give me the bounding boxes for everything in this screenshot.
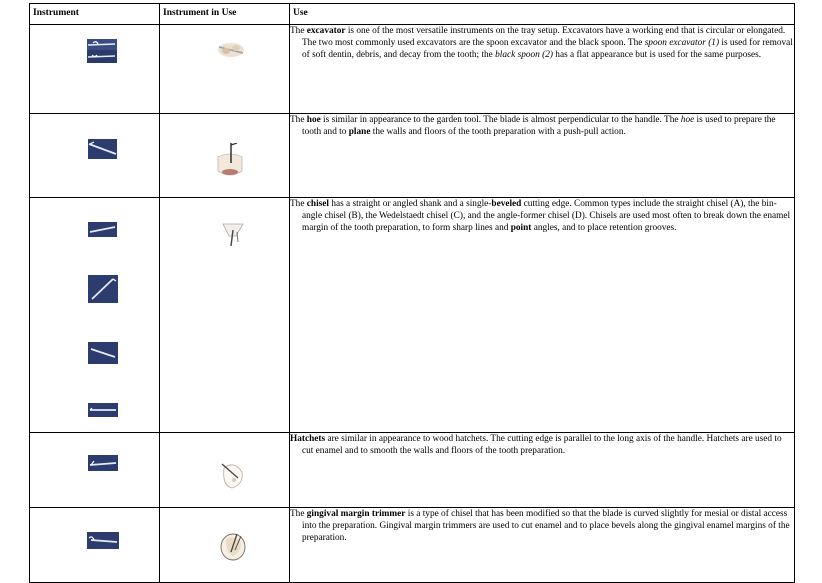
text-run: is one of the most versatile instruments on the tray setup. Excavators have a working end that is circular or elongated. The two most commonly used excavators are the spoon excavator and the black spoon. The <box>302 26 786 48</box>
chisel-in-use-photo <box>221 222 245 248</box>
use-description <box>290 433 794 457</box>
text-run: are similar in appearance to wood hatchets. The cutting edge is parallel to the long axis of the handle. Hatchets are used to cut enamel and to smooth the walls and floors of the tooth preparation. <box>302 434 782 456</box>
instrument-image-cell <box>30 25 160 114</box>
italic-term: hoe <box>680 115 695 125</box>
use-description <box>290 114 794 138</box>
gingival-margin-trimmer-instrument-image <box>87 532 119 549</box>
text-run: has a straight or angled shank and a single- <box>329 199 492 209</box>
excavator-in-use-photo <box>216 39 246 61</box>
text-run: is used for removal of soft dentin, debris, and decay from the tooth; the <box>302 38 793 60</box>
bold-term: gingival margin trimmer <box>306 509 406 519</box>
text-run: The <box>290 115 307 125</box>
header-instrument-in-use: Instrument in Use <box>160 4 290 25</box>
chisel-b-instrument-image <box>88 275 118 303</box>
instrument-in-use-cell <box>160 114 290 198</box>
instrument-in-use-cell <box>160 198 290 433</box>
table-row-excavator <box>30 25 795 114</box>
header-use: Use <box>290 4 795 25</box>
text-run: The <box>290 26 307 36</box>
hoe-instrument-image <box>88 139 117 159</box>
chisel-c-instrument-image <box>88 342 118 364</box>
bold-term: Hatchets <box>290 434 326 444</box>
bold-term: excavator <box>306 26 346 36</box>
instrument-in-use-cell <box>160 25 290 114</box>
table-row-chisel <box>30 198 795 433</box>
instrument-in-use-cell <box>160 433 290 508</box>
header-instrument: Instrument <box>30 4 160 25</box>
table-row-hatchet <box>30 433 795 508</box>
bold-term: chisel <box>306 199 329 209</box>
text-run: is similar in appearance to the garden tool. The blade is almost perpendicular to the handle. The <box>320 115 681 125</box>
text-run: The <box>290 509 307 519</box>
instrument-table <box>29 3 795 583</box>
bold-term: plane <box>348 127 371 137</box>
hatchet-instrument-image <box>88 455 118 471</box>
instrument-in-use-cell <box>160 508 290 583</box>
table-header-row <box>30 4 795 25</box>
text-run: is a type of chisel that has been modified so that the blade is curved slightly for mesial or distal access into the preparation. Gingival margin trimmers are used to cut enamel and to place bevels along the gingival enamel margins of the preparation. <box>302 509 790 543</box>
text-run: The <box>290 199 307 209</box>
chisel-d-instrument-image <box>88 403 118 417</box>
excavator-instrument-image <box>87 39 117 63</box>
text-run: angles, and to place retention grooves. <box>531 223 677 233</box>
hoe-in-use-photo <box>215 143 245 181</box>
hatchet-in-use-photo <box>218 460 248 492</box>
chisel-a-instrument-image <box>88 222 117 237</box>
bold-term: beveled <box>491 199 522 209</box>
bold-term: point <box>510 223 532 233</box>
bold-term: hoe <box>306 115 321 125</box>
instrument-image-cell <box>30 433 160 508</box>
italic-term: spoon excavator (1) <box>644 38 720 48</box>
use-description <box>290 25 794 61</box>
instrument-image-cell <box>30 508 160 583</box>
italic-term: black spoon (2) <box>495 50 553 60</box>
text-run: is used to prepare the tooth and to <box>302 115 776 137</box>
text-run: the walls and floors of the tooth preparation with a push-pull action. <box>370 127 626 137</box>
use-description <box>290 198 794 234</box>
table-row-hoe <box>30 114 795 198</box>
instrument-image-cell <box>30 198 160 433</box>
use-description <box>290 508 794 544</box>
table-row-gingival-margin-trimmer <box>30 508 795 583</box>
text-run: cutting edge. Common types include the straight chisel (A), the bin-angle chisel (B), the Wedelstaedt chisel (C), and the angle-former chisel (D). Chisels are used most often to break down the enamel margin of the tooth preparation, to form sharp lines and <box>302 199 791 233</box>
gingival-margin-trimmer-in-use-photo <box>217 530 249 562</box>
instrument-image-cell <box>30 114 160 198</box>
text-run: has a flat appearance but is used for the same purposes. <box>552 50 762 60</box>
